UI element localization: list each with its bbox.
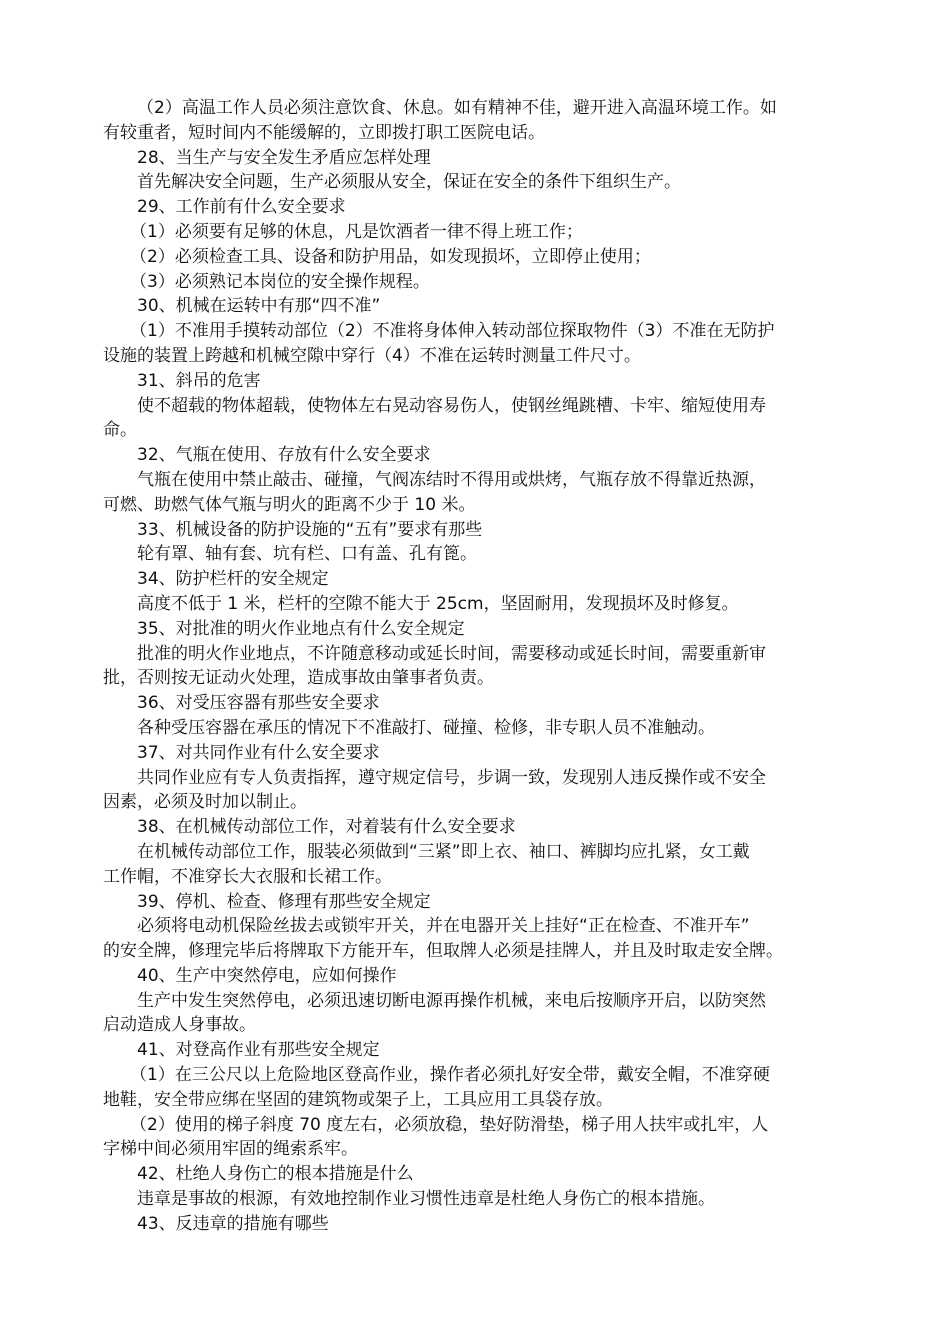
text-line: 43、反违章的措施有哪些 <box>137 1213 329 1234</box>
text-line: 启动造成人身事故。 <box>103 1015 256 1036</box>
text-line: 使不超载的物体超载，使物体左右晃动容易伤人，使钢丝绳跳槽、卡牢、缩短使用寿 <box>137 395 766 416</box>
text-line: 28、当生产与安全发生矛盾应怎样处理 <box>137 147 431 168</box>
text-line: 35、对批准的明火作业地点有什么安全规定 <box>137 618 465 639</box>
text-line: （1）在三公尺以上危险地区登高作业，操作者必须扎好安全带，戴安全帽，不准穿硬 <box>130 1065 770 1086</box>
text-line: 命。 <box>103 420 137 441</box>
text-line: 设施的装置上跨越和机械空隙中穿行（4）不准在运转时测量工件尺寸。 <box>103 345 641 366</box>
text-line: 有较重者，短时间内不能缓解的，立即拨打职工医院电话。 <box>103 122 545 143</box>
text-line: （2）必须检查工具、设备和防护用品，如发现损坏，立即停止使用； <box>130 246 651 267</box>
text-line: 31、斜吊的危害 <box>137 370 261 391</box>
text-line: 工作帽，不准穿长大衣服和长裙工作。 <box>103 866 392 887</box>
text-line: 批准的明火作业地点，不许随意移动或延长时间，需要移动或延长时间，需要重新审 <box>137 643 766 664</box>
text-line: （2）高温工作人员必须注意饮食、休息。如有精神不佳，避开进入高温环境工作。如 <box>137 98 777 118</box>
text-line: 高度不低于 1 米，栏杆的空隙不能大于 25cm，坚固耐用，发现损坏及时修复。 <box>137 593 739 614</box>
text-line: （1）必须要有足够的休息，凡是饮酒者一律不得上班工作； <box>130 221 583 242</box>
text-line: 轮有罩、轴有套、坑有栏、口有盖、孔有篦。 <box>137 544 477 565</box>
text-line: 可燃、助燃气体气瓶与明火的距离不少于 10 米。 <box>103 494 476 515</box>
text-line: 必须将电动机保险丝拔去或锁牢开关，并在电器开关上挂好“正在检查、不准开车” <box>137 916 750 937</box>
text-line: 32、气瓶在使用、存放有什么安全要求 <box>137 445 431 466</box>
text-line: 的安全牌，修理完毕后将牌取下方能开车，但取牌人必须是挂牌人，并且及时取走安全牌。 <box>103 941 783 962</box>
text-line: 因素，必须及时加以制止。 <box>103 792 307 813</box>
text-line: （3）必须熟记本岗位的安全操作规程。 <box>130 271 430 292</box>
text-line: 气瓶在使用中禁止敲击、碰撞，气阀冻结时不得用或烘烤，气瓶存放不得靠近热源， <box>137 469 766 490</box>
text-line: 地鞋，安全带应绑在坚固的建筑物或架子上，工具应用工具袋存放。 <box>103 1089 613 1110</box>
text-line: （2）使用的梯子斜度 70 度左右，必须放稳，垫好防滑垫，梯子用人扶牢或扎牢，人 <box>130 1114 769 1135</box>
text-line: 违章是事故的根源，有效地控制作业习惯性违章是杜绝人身伤亡的根本措施。 <box>137 1189 715 1210</box>
text-line: 首先解决安全问题，生产必须服从安全，保证在安全的条件下组织生产。 <box>137 172 681 193</box>
text-line: 42、杜绝人身伤亡的根本措施是什么 <box>137 1164 414 1185</box>
text-line: （1）不准用手摸转动部位（2）不准将身体伸入转动部位探取物件（3）不准在无防护 <box>130 321 775 342</box>
text-line: 36、对受压容器有那些安全要求 <box>137 693 380 714</box>
text-line: 在机械传动部位工作，服装必须做到“三紧”即上衣、袖口、裤脚均应扎紧，女工戴 <box>137 841 750 862</box>
text-line: 39、停机、检查、修理有那些安全规定 <box>137 891 431 912</box>
text-line: 批，否则按无证动火处理，造成事故由肇事者负责。 <box>103 668 494 689</box>
text-line: 各种受压容器在承压的情况下不准敲打、碰撞、检修，非专职人员不准触动。 <box>137 717 715 738</box>
text-line: 共同作业应有专人负责指挥，遵守规定信号，步调一致，发现别人违反操作或不安全 <box>137 767 766 788</box>
text-line: 38、在机械传动部位工作，对着装有什么安全要求 <box>137 817 516 838</box>
text-line: 字梯中间必须用牢固的绳索系牢。 <box>103 1139 358 1160</box>
text-line: 40、生产中突然停电，应如何操作 <box>137 965 397 986</box>
text-line: 33、机械设备的防护设施的“五有”要求有那些 <box>137 519 483 540</box>
text-line: 37、对共同作业有什么安全要求 <box>137 742 380 763</box>
text-line: 生产中发生突然停电，必须迅速切断电源再操作机械，来电后按顺序开启，以防突然 <box>137 990 766 1011</box>
text-line: 29、工作前有什么安全要求 <box>137 197 346 218</box>
text-line: 30、机械在运转中有那“四不准” <box>137 296 381 317</box>
text-line: 41、对登高作业有那些安全规定 <box>137 1040 380 1061</box>
text-line: 34、防护栏杆的安全规定 <box>137 569 329 590</box>
document-body <box>103 96 863 1237</box>
